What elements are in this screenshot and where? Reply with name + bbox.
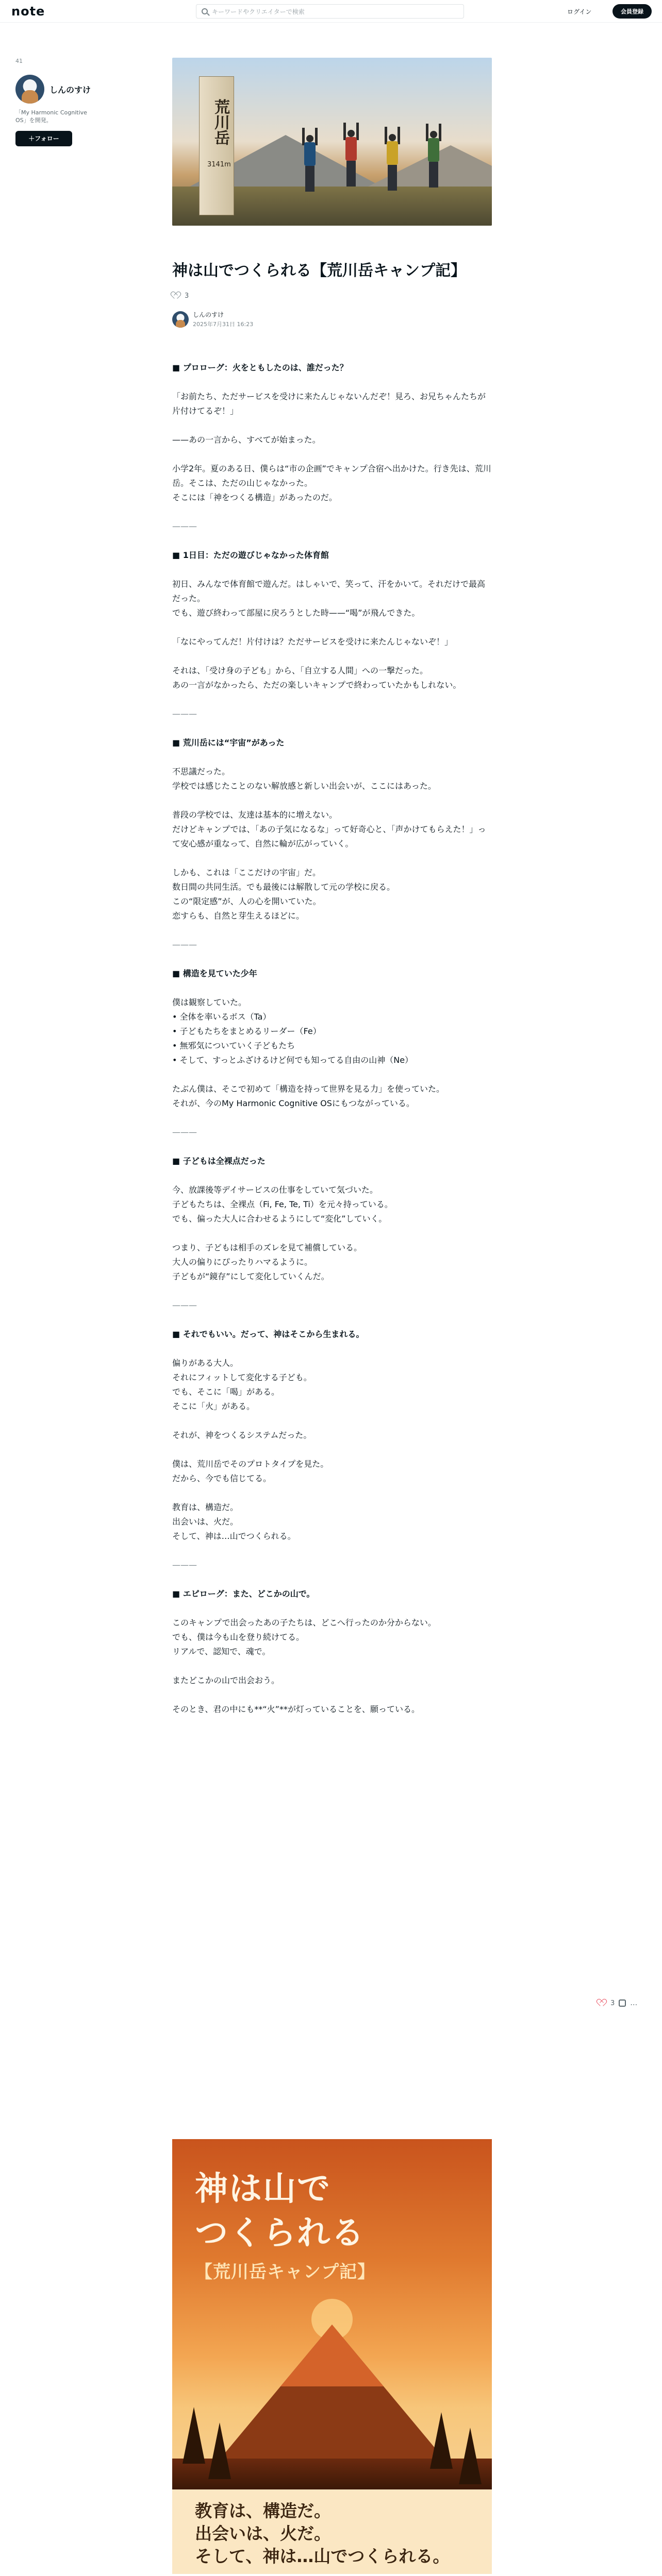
cover-mountain-peak	[280, 2325, 384, 2386]
heart-icon[interactable]	[172, 292, 180, 300]
paragraph-line: 初日、みんなで体育館で遊んだ。はしゃいで、笑って、汗をかいて。それだけで最高だった。	[172, 579, 486, 603]
section-heading: ■ プロローグ：火をともしたのは、誰だった？	[172, 363, 348, 372]
article-date: 2025年7月31日 16:23	[193, 321, 254, 328]
sidebar-author-desc: 「My Harmonic Cognitive OS」を開発。	[15, 109, 87, 124]
floating-reactions	[598, 1999, 637, 2007]
article-author-row[interactable]	[172, 310, 253, 328]
avatar[interactable]	[15, 75, 44, 104]
paragraph-line: 普段の学校では、友達は基本的に増えない。	[172, 810, 338, 820]
paragraph-line: それが、神をつくるシステムだった。	[172, 1430, 312, 1440]
note-logo[interactable]: note	[11, 4, 45, 19]
paragraph-line: リアルで、認知で、魂で。	[172, 1647, 271, 1656]
search-box[interactable]	[196, 4, 464, 19]
hiker-figure	[342, 130, 360, 187]
paragraph	[172, 866, 492, 923]
paragraph	[172, 635, 492, 649]
cover-illustration	[172, 2139, 492, 2574]
paragraph-line: 恋すらも、自然と芽生えるほどに。	[172, 911, 305, 921]
like-count: 3	[185, 292, 189, 300]
paragraph	[172, 1356, 492, 1414]
paragraph-line: 今、放課後等デイサービスの仕事をしていて気づいた。	[172, 1185, 378, 1195]
avatar[interactable]	[172, 311, 189, 328]
paragraph	[172, 995, 492, 1067]
paragraph	[172, 389, 492, 418]
sidebar-author-row[interactable]	[15, 75, 98, 104]
more-icon[interactable]: …	[630, 1999, 638, 2007]
paragraph-line: • そして、すっとふざけるけど何でも知ってる自由の山神（Ne）	[172, 1055, 413, 1065]
sidebar-tag: 41	[15, 58, 23, 64]
cover-title-line: 神は山で	[195, 2170, 331, 2208]
article-body	[172, 361, 492, 1731]
paragraph-line: そのとき、君の中にも**“火”**が灯っていることを、願っている。	[172, 1704, 420, 1714]
cover-title	[195, 2167, 365, 2256]
summit-post-sub: 3141m	[207, 161, 231, 168]
paragraph-line: しかも、これは「ここだけの宇宙」だ。	[172, 868, 321, 877]
sidebar-follow-button[interactable]: ＋ フォロー	[15, 131, 72, 146]
paragraph-line: 教育は、構造だ。	[172, 1502, 239, 1512]
paragraph-line: でも、そこに「喝」がある。	[172, 1387, 280, 1397]
paragraph-line: 「なにやってんだ！片付けは？ただサービスを受けに来たんじゃないぞ！」	[172, 637, 453, 647]
paragraph-line: それにフィットして変化する子ども。	[172, 1372, 312, 1382]
section-heading: ■ 荒川岳には“宇宙”があった	[172, 738, 285, 748]
share-icon[interactable]	[619, 1999, 626, 2007]
paragraph-line: だけどキャンプでは、「あの子気になるな」って好奇心と、「声かけてもらえた！」って安心感が重なって、自然に輪が広がっていく。	[172, 824, 486, 849]
paragraph-line: 小学2年。夏のある日、僕らは“市の企画”でキャンプ合宿へ出かけた。行き先は、荒川岳。そこは、ただの山じゃなかった。	[172, 464, 491, 488]
section-heading: ■ 構造を見ていた少年	[172, 969, 257, 978]
paragraph	[172, 1457, 492, 1486]
like-summary[interactable]	[172, 292, 189, 300]
paragraph	[172, 765, 492, 793]
tree-icon	[430, 2412, 453, 2469]
paragraph-line: それは、「受け身の子ども」から、「自立する人間」への一撃だった。	[172, 666, 428, 675]
heart-icon[interactable]	[598, 1999, 606, 2007]
paragraph-line: 「お前たち、ただサービスを受けに来たんじゃないんだぞ！見ろ、お兄ちゃんたちが片付けてるぞ！」	[172, 392, 486, 416]
section-divider: ———	[172, 1560, 197, 1570]
paragraph	[172, 462, 492, 505]
paragraph-line: • 全体を率いるボス（Ta）	[172, 1012, 271, 1022]
paragraph-line: それが、今のMy Harmonic Cognitive OSにもつながっている。	[172, 1098, 415, 1108]
paragraph-line: そこに「火」がある。	[172, 1401, 255, 1411]
paragraph-line: • 無邪気についていく子どもたち	[172, 1041, 295, 1050]
hiker-figure	[384, 134, 401, 191]
top-header	[0, 0, 662, 23]
signup-button[interactable]: 会員登録	[613, 4, 652, 19]
paragraph	[172, 1702, 492, 1717]
cover-title-line: つくられる	[195, 2214, 365, 2252]
paragraph-line: このキャンプで出会ったあの子たちは、どこへ行ったのか分からない。	[172, 1618, 436, 1628]
paragraph-line: あの一言がなかったら、ただの楽しいキャンプで終わっていたかもしれない。	[172, 680, 461, 690]
paragraph	[172, 1183, 492, 1226]
paragraph	[172, 1673, 492, 1688]
section-divider: ———	[172, 521, 197, 531]
section-heading: ■ 子どもは全裸点だった	[172, 1156, 266, 1166]
paragraph	[172, 1082, 492, 1111]
paragraph-line: つまり、子どもは相手のズレを見て補償している。	[172, 1243, 362, 1252]
hero-image	[172, 58, 492, 226]
paragraph	[172, 433, 492, 447]
tree-icon	[183, 2407, 205, 2464]
cover-caption	[172, 2489, 492, 2574]
summit-post-text: 荒川岳	[211, 99, 229, 145]
sidebar-follow-label: フォロー	[35, 135, 59, 143]
paragraph	[172, 664, 492, 692]
hiker-figure	[301, 135, 319, 192]
paragraph-line: またどこかの山で出会おう。	[172, 1675, 280, 1685]
paragraph	[172, 1241, 492, 1284]
paragraph-line: 僕は、荒川岳でそのプロトタイプを見た。	[172, 1459, 329, 1469]
paragraph-line: この“限定感”が、人の心を開いていた。	[172, 896, 321, 906]
tree-icon	[459, 2428, 482, 2484]
paragraph	[172, 577, 492, 620]
article-title: 神は山でつくられる【荒川岳キャンプ記】	[172, 262, 466, 280]
paragraph-line: 子どもが“鏡存”にして変化していくんだ。	[172, 1272, 329, 1281]
sidebar-author-name[interactable]: しんのすけ	[49, 84, 91, 95]
sidebar-author	[15, 58, 98, 146]
paragraph-line: 数日間の共同生活。でも最後には解散して元の学校に戻る。	[172, 882, 395, 892]
tree-icon	[208, 2422, 231, 2479]
section-divider: ———	[172, 709, 197, 719]
search-input[interactable]: キーワードやクリエイターで検索	[212, 8, 305, 15]
login-link[interactable]: ログイン	[567, 8, 592, 15]
paragraph-line: 大人の偏りにぴったりハマるように。	[172, 1257, 313, 1267]
section-divider: ———	[172, 1127, 197, 1137]
cover-caption-line: 出会いは、火だ。	[195, 2523, 331, 2544]
cover-subtitle: 【荒川岳キャンプ記】	[195, 2262, 375, 2282]
section-heading: ■ エピローグ：また、どこかの山で。	[172, 1589, 315, 1599]
paragraph-line: 不思議だった。	[172, 767, 230, 776]
paragraph-line: たぶん僕は、そこで初めて「構造を持って世界を見る力」を使っていた。	[172, 1084, 445, 1094]
hiker-figure	[425, 131, 442, 188]
paragraph	[172, 1500, 492, 1544]
section-divider: ———	[172, 940, 197, 950]
paragraph-line: 出会いは、火だ。	[172, 1517, 239, 1527]
paragraph	[172, 1616, 492, 1659]
search-icon	[202, 8, 208, 14]
paragraph-line: でも、偏った大人に合わせるようにして“変化”していく。	[172, 1214, 387, 1224]
paragraph-line: 学校では感じたことのない解放感と新しい出会いが、ここにはあった。	[172, 781, 436, 791]
section-divider: ———	[172, 1300, 197, 1310]
paragraph	[172, 808, 492, 851]
section-heading: ■ 1日目：ただの遊びじゃなかった体育館	[172, 550, 329, 560]
paragraph	[172, 1428, 492, 1443]
cover-caption-line: そして、神は…山でつくられる。	[195, 2546, 450, 2566]
paragraph-line: そして、神は…山でつくられる。	[172, 1531, 296, 1541]
paragraph-line: そこには「神をつくる構造」があったのだ。	[172, 493, 337, 502]
section-heading: ■ それでもいい。だって、神はそこから生まれる。	[172, 1329, 365, 1339]
paragraph-line: でも、僕は今も山を登り続けてる。	[172, 1632, 305, 1642]
paragraph-line: 子どもたちは、全裸点（Fi, Fe, Te, Ti）を元々持っている。	[172, 1199, 393, 1209]
floating-like-count: 3	[610, 1999, 615, 2007]
paragraph-line: だから、今でも信じてる。	[172, 1473, 272, 1483]
paragraph-line: 僕は観察していた。	[172, 997, 247, 1007]
paragraph-line: でも、遊び終わって部屋に戻ろうとした時——“喝”が飛んできた。	[172, 608, 420, 618]
paragraph-line: • 子どもたちをまとめるリーダー（Fe）	[172, 1026, 321, 1036]
article-author-name[interactable]: しんのすけ	[193, 311, 224, 318]
paragraph-line: ——あの一言から、すべてが始まった。	[172, 435, 321, 445]
paragraph-line: 偏りがある大人。	[172, 1358, 239, 1368]
cover-caption-line: 教育は、構造だ。	[195, 2501, 331, 2521]
